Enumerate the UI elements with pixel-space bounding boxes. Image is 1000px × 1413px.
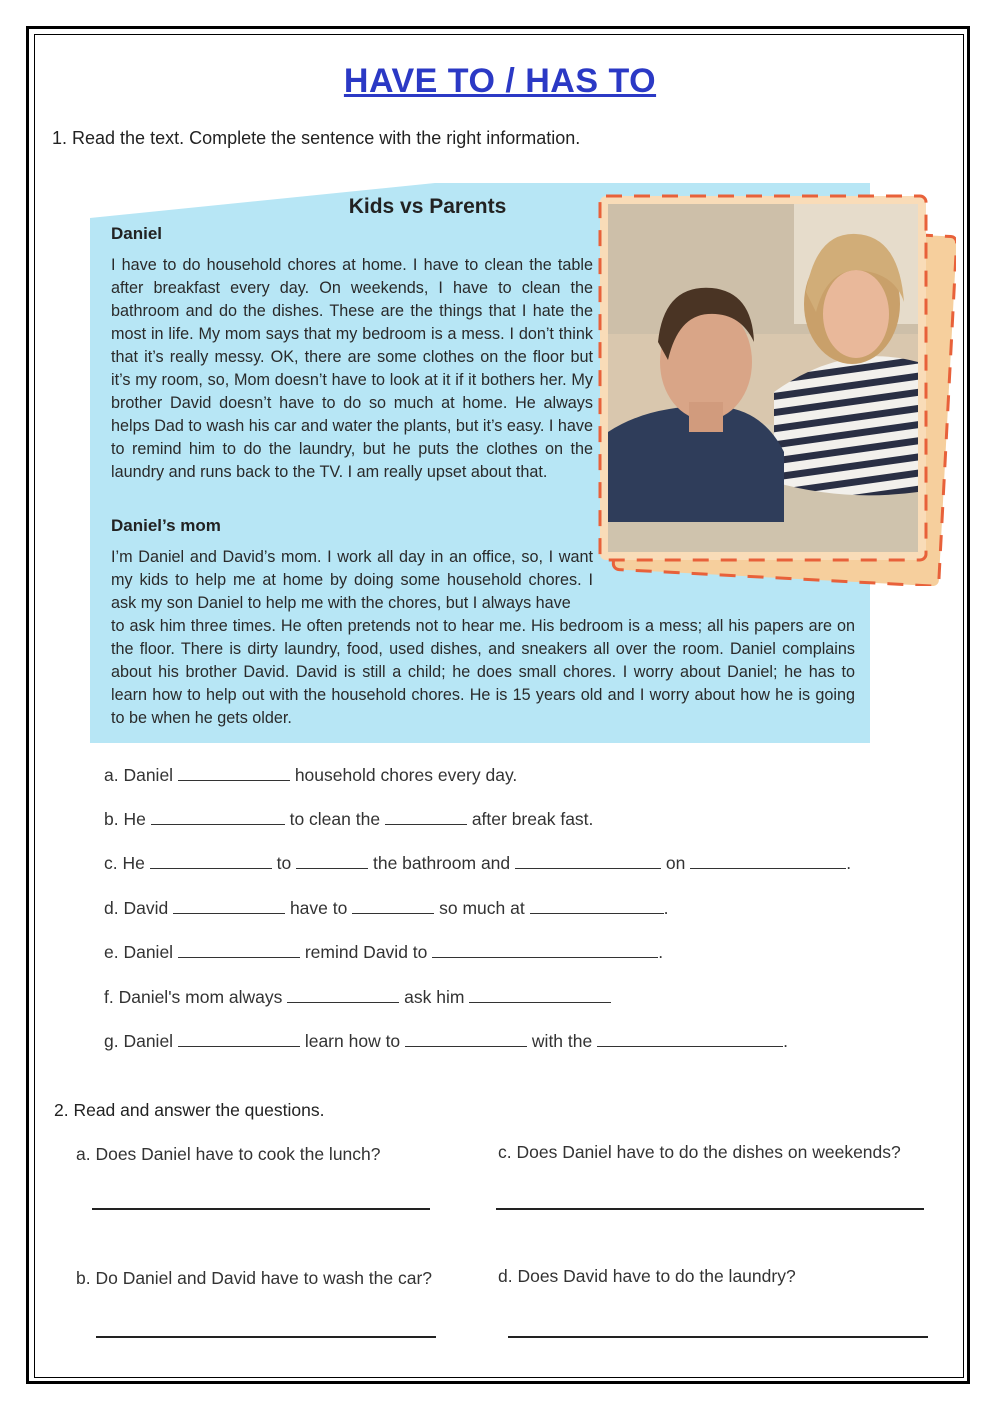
worksheet-title: HAVE TO / HAS TO <box>343 62 657 100</box>
answer-line-d[interactable] <box>508 1336 928 1338</box>
blank-d1[interactable] <box>173 898 285 914</box>
daniel-paragraph: I have to do household chores at home. I have to clean the table after breakfast every day. On weekends, I have to clean the bathroom and do the dishes. These are the things that I hate the most in life. My mom says that my bedroom is a mess. I don’t think that it’s really messy. OK, there are some clothes on the floor but it’s my room, so, Mom doesn’t have to look at it if it bothers her. My brother David doesn’t have to do so much at home. He always helps Dad to wash his car and water the plants, but it’s easy. I have to remind him to do the laundry, but he puts the clothes on the laundry and runs back to the TV. I am really upset about that. <box>111 256 593 481</box>
mom-paragraph-part-1: I’m Daniel and David’s mom. I work all day in an office, so, I want my kids to help me at home by doing some household chores. I ask my son Daniel to help me with the chores, but I always have <box>111 548 593 612</box>
sentence-c-part-4: on <box>665 853 686 873</box>
sentence-b-end: after break fast. <box>471 809 594 829</box>
blank-c2[interactable] <box>296 853 368 869</box>
answer-line-b[interactable] <box>96 1336 436 1338</box>
sentence-g-start: g. Daniel <box>104 1031 174 1051</box>
blank-c4[interactable] <box>690 853 846 869</box>
sentence-f-part-2: ask him <box>404 987 465 1007</box>
question-b: b. Do Daniel and David have to wash the car? <box>76 1268 433 1288</box>
sentence-e-start: e. Daniel <box>104 942 174 962</box>
blank-b1[interactable] <box>151 809 285 825</box>
sentence-d-part-3: so much at <box>439 898 525 918</box>
sentence-b <box>104 809 593 830</box>
blank-d2[interactable] <box>352 898 434 914</box>
sentence-c <box>104 853 851 874</box>
question-d: d. Does David have to do the laundry? <box>498 1266 796 1286</box>
sentence-b-middle: to clean the <box>289 809 381 829</box>
question-c: c. Does Daniel have to do the dishes on weekends? <box>498 1142 901 1162</box>
sentence-c-start: c. He <box>104 853 145 873</box>
exercise-2-instruction: 2. Read and answer the questions. <box>54 1100 325 1120</box>
mom-heading: Daniel’s mom <box>111 516 221 535</box>
sentence-b-start: b. He <box>104 809 146 829</box>
blank-d3[interactable] <box>530 898 664 914</box>
sentence-f-start: f. Daniel's mom always <box>104 987 283 1007</box>
sentence-g-period: . <box>783 1031 788 1051</box>
sentence-c-period: . <box>846 853 852 873</box>
sentence-d-start: d. David <box>104 898 169 918</box>
sentence-a-end: household chores every day. <box>294 765 518 785</box>
answer-line-a[interactable] <box>92 1208 430 1210</box>
blank-e1[interactable] <box>178 942 300 958</box>
sentence-g <box>104 1031 788 1052</box>
mom-paragraph-part-2: to ask him three times. He often pretends not to hear me. His bedroom is a mess; all his papers are on the floor. There is dirty laundry, food, used dishes, and sneakers all over the room. Daniel complains about his brother David. David is still a child; he does small chores. I worry about Daniel; he has to learn how to help out with the household chores. He is 15 years old and I worry about how he is going to be when he gets older. <box>111 617 855 727</box>
blank-g2[interactable] <box>405 1031 527 1047</box>
blank-e2[interactable] <box>432 942 658 958</box>
sentence-a <box>104 765 517 786</box>
sentence-f <box>104 987 611 1008</box>
exercise-1-instruction: 1. Read the text. Complete the sentence with the right information. <box>52 128 581 148</box>
sentence-e-part-2: remind David to <box>304 942 428 962</box>
blank-g3[interactable] <box>597 1031 783 1047</box>
reading-title: Kids vs Parents <box>348 195 507 218</box>
daniel-heading: Daniel <box>111 224 163 243</box>
sentence-d <box>104 898 668 919</box>
sentence-d-part-2: have to <box>289 898 348 918</box>
answer-line-c[interactable] <box>496 1208 924 1210</box>
sentence-e <box>104 942 663 963</box>
blank-c1[interactable] <box>150 853 272 869</box>
blank-g1[interactable] <box>178 1031 300 1047</box>
photo-daniel-and-mom <box>594 192 956 586</box>
blank-c3[interactable] <box>515 853 661 869</box>
sentence-e-period: . <box>658 942 664 962</box>
blank-b2[interactable] <box>385 809 467 825</box>
sentence-c-part-3: the bathroom and <box>372 853 511 873</box>
question-a: a. Does Daniel have to cook the lunch? <box>76 1144 381 1164</box>
sentence-d-period: . <box>663 898 669 918</box>
sentence-g-part-2: learn how to <box>304 1031 401 1051</box>
sentence-c-part-2: to <box>276 853 292 873</box>
blank-a1[interactable] <box>178 765 290 781</box>
blank-f2[interactable] <box>469 987 611 1003</box>
sentence-g-part-3: with the <box>531 1031 593 1051</box>
sentence-a-start: a. Daniel <box>104 765 174 785</box>
blank-f1[interactable] <box>287 987 399 1003</box>
